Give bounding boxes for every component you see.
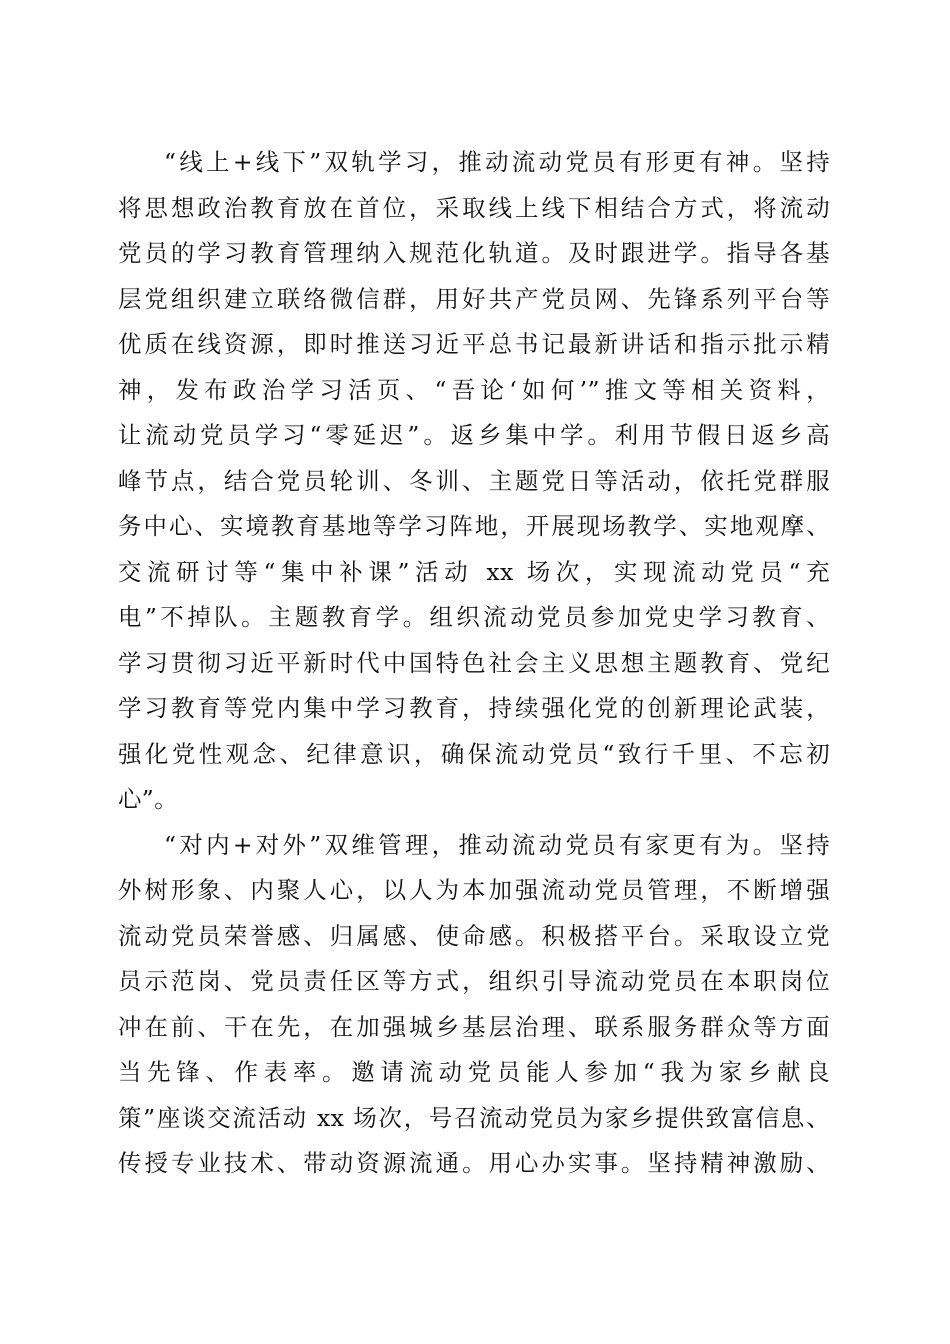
paragraph-line: 党员的学习教育管理纳入规范化轨道。及时跟进学。指导各基 <box>118 239 830 267</box>
paragraph-line: 将思想政治教育放在首位，采取线上线下相结合方式，将流动 <box>118 193 830 222</box>
paragraph-line: “对内+对外”双维管理，推动流动党员有家更有为。坚持 <box>164 830 830 859</box>
paragraph-line: 电”不掉队。主题教育学。组织流动党员参加党史学习教育、 <box>118 603 830 631</box>
paragraph-line: 当先锋、作表率。邀请流动党员能人参加“我为家乡献良 <box>118 1058 830 1086</box>
paragraph-line: 外树形象、内聚人心，以人为本加强流动党员管理，不断增强 <box>118 876 830 904</box>
paragraph-line: 流动党员荣誉感、归属感、使命感。积极搭平台。采取设立党 <box>118 921 830 950</box>
paragraph-line: 让流动党员学习“零延迟”。返乡集中学。利用节假日返乡高 <box>118 421 830 449</box>
paragraph-line: 层党组织建立联络微信群，用好共产党员网、先锋系列平台等 <box>118 284 830 313</box>
document-body <box>118 140 830 1187</box>
paragraph-line: “线上+线下”双轨学习，推动流动党员有形更有神。坚持 <box>164 148 830 176</box>
paragraph-line: 策”座谈交流活动 xx 场次，号召流动党员为家乡提供致富信息、 <box>118 1103 830 1132</box>
paragraph-line: 神，发布政治学习活页、“吾论‘如何’”推文等相关资料， <box>118 375 830 404</box>
paragraph-1 <box>118 140 830 823</box>
paragraph-line: 传授专业技术、带动资源流通。用心办实事。坚持精神激励、 <box>118 1149 830 1177</box>
paragraph-line: 交流研讨等“集中补课”活动 xx 场次，实现流动党员“充 <box>118 557 830 586</box>
paragraph-line: 峰节点，结合党员轮训、冬训、主题党日等活动，依托党群服 <box>118 466 830 495</box>
paragraph-line: 学习教育等党内集中学习教育，持续强化党的创新理论武装， <box>118 694 830 722</box>
paragraph-line: 心”。 <box>118 785 178 813</box>
paragraph-line: 冲在前、干在先，在加强城乡基层治理、联系服务群众等方面 <box>118 1012 830 1041</box>
paragraph-line: 学习贯彻习近平新时代中国特色社会主义思想主题教育、党纪 <box>118 648 830 677</box>
paragraph-line: 强化党性观念、纪律意识，确保流动党员“致行千里、不忘初 <box>118 739 830 768</box>
paragraph-2 <box>118 823 830 1187</box>
paragraph-line: 员示范岗、党员责任区等方式，组织引导流动党员在本职岗位 <box>118 967 830 995</box>
paragraph-line: 务中心、实境教育基地等学习阵地，开展现场教学、实地观摩、 <box>118 512 830 540</box>
paragraph-line: 优质在线资源，即时推送习近平总书记最新讲话和指示批示精 <box>118 330 830 358</box>
